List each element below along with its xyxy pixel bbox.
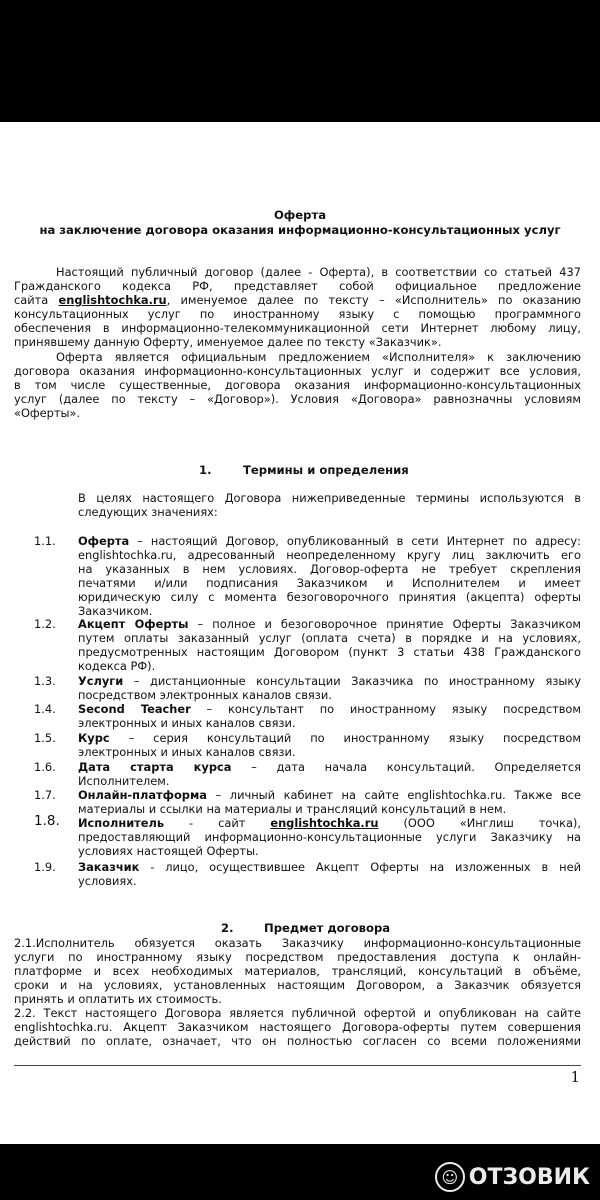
document-page: Оферта на заключение договора оказания информационно-консультационных услуг Настоящий публичный договор (далее - Оферта), в соответствии со статьей 437 Гражданского кодекса РФ, представляет собой официальное предложение сайта englishtochka.ru, именуемое далее по тексту – «Исполнитель» по оказанию консультационных услуг по иностранному языку с помощью программного обеспечения в информационно-телекоммуникационной сети Интернет любому лицу, принявшему данную Оферту, именуемое далее по тексту «Заказчик». Оферта является официальным предложением «Исполнителя» к заключению договора оказания информационно-консультационных услуг и содержит все условия, в том числе существенные, договора оказания информационно-консультационных услуг (далее по тексту – «Договор»). Условия «Договора» равнозначны условиям «Оферты». 1. Термины и определения В целях настоящего Договора нижеприведенные термины используются в следующих значениях: Оферта – настоящий Договор, опубликованный в сети Интернет по адресу: englishtochka.ru, адресованный неопределенному кругу лиц заключить его на указанных в нем условиях. Договор-оферта не требует скрепления печатями и/или подписания Заказчиком и Исполнителем и имеет юридическую силу с момента безоговорочного принятия (акцепта) оферты Заказчиком. Акцепт Оферты – полное и безоговорочное принятие Оферты Заказчиком путем оплаты заказанный услуг (оплата счета) в порядке и на условиях, предусмотренных настоящим Договором (пункт 3 статьи 438 Гражданского кодекса РФ). Услуги – дистанционные консультации Заказчика по иностранному языку посредством электронных каналов связи. Second Teacher – консультант по иностранному языку посредством электронных и иных каналов связи. Курс – серия консультаций по иностранному языку посредством электронных и иных каналов связи. Дата старта курса – дата начала консультаций. Определяется Исполнителем. Онлайн-платформа – личный кабинет на сайте englishtochka.ru. Также все материалы и ссылки на материалы и трансляций консультаций в нем. Исполнитель - сайт englishtochka.ru (ООО «Инглиш точка), предоставляющий информационно-консультационные услуги Заказчику на условиях настоящей Оферты. Заказчик - лицо, осуществившее Акцепт Оферты на изложенных в ней условиях. 2. Предмет договора 2.1.Исполнитель обязуется оказать Заказчику информационно-консультационные услуги по иностранному языку посредством предоставления доступа к онлайн- платформе и всех необходимых материалов, трансляций, консультаций в объёме, сроки и на условиях, установленных настоящим Договором, а Заказчик обязуется принять и оплатить их стоимость. 2.2. Текст настоящего Договора является публичной офертой и опубликован на сайте englishtochka.ru. Акцепт Заказчиком настоящего Договора-оферты путем совершения действий по оплате, означает, что он полностью согласен со всеми положениями 1 1.1. 1.2. 1.3. 1.4. 1.5. 1.6. 1.7. 1.8. 1.9.	[0, 122, 600, 1144]
section-2-line: действий по оплате, означает, что он полностью согласен со всеми положениями	[14, 1034, 581, 1048]
definition-number: 1.3.	[34, 674, 56, 688]
definition-item: Оферта – настоящий Договор, опубликованный в сети Интернет по адресу: englishtochka.ru, адресованный неопределенному кругу лиц заключить его на указанных в нем условиях. Договор-оферта не требует скрепления печатями и/или подписания Заказчиком и Исполнителем и имеет юридическую силу с момента безоговорочного принятия (акцепта) оферты Заказчиком.	[78, 534, 581, 618]
definition-item: Дата старта курса – дата начала консультаций. Определяется Исполнителем.	[78, 760, 581, 788]
definition-term: Second Teacher	[78, 702, 191, 716]
site-link[interactable]: englishtochka.ru	[58, 293, 167, 307]
definition-term: Заказчик	[78, 860, 140, 874]
definition-number: 1.8.	[34, 813, 60, 829]
definition-number: 1.9.	[34, 860, 56, 874]
definition-number: 1.5.	[34, 731, 56, 745]
definition-item: Онлайн-платформа – личный кабинет на сайте englishtochka.ru. Также все материалы и ссылки на материалы и трансляций консультаций в нем.	[78, 788, 581, 816]
section-1-heading: Термины и определения	[243, 463, 409, 477]
definition-number: 1.7.	[34, 788, 56, 802]
definition-item: Услуги – дистанционные консультации Заказчика по иностранному языку посредством электронных каналов связи.	[78, 674, 581, 702]
section-2-number: 2.	[221, 921, 234, 935]
document-subtitle: на заключение договора оказания информационно-консультационных услуг	[39, 223, 561, 237]
definition-item: Исполнитель - сайт englishtochka.ru (ООО «Инглиш точка), предоставляющий информационно-консультационные услуги Заказчику на условиях настоящей Оферты.	[78, 816, 581, 858]
definition-number: 1.4.	[34, 702, 56, 716]
section-2-line: 2.2. Текст настоящего Договора является публичной офертой и опубликован на сайте	[14, 1006, 581, 1020]
definition-term: Акцепт Оферты	[78, 617, 189, 631]
watermark-logo-icon: ☺	[435, 1162, 465, 1192]
section-2-line: englishtochka.ru. Акцепт Заказчиком настоящего Договора-оферты путем совершения	[14, 1020, 581, 1034]
section-1-lead: В целях настоящего Договора нижеприведенные термины используются в следующих значениях:	[78, 491, 581, 519]
section-2-heading: Предмет договора	[264, 921, 391, 935]
section-2-line: платформе и всех необходимых материалов, трансляций, консультаций в объёме,	[14, 964, 581, 978]
definition-number: 1.1.	[34, 534, 56, 548]
definition-term: Исполнитель	[78, 816, 165, 830]
definition-term: Услуги	[78, 674, 124, 688]
section-1-number: 1.	[199, 463, 212, 477]
section-2-line: сроки и на условиях, установленных настоящим Договором, а Заказчик обязуется	[14, 978, 581, 992]
definition-number: 1.6.	[34, 760, 56, 774]
definition-item: Заказчик - лицо, осуществившее Акцепт Оферты на изложенных в ней условиях.	[78, 860, 581, 888]
page-number: 1	[570, 1068, 580, 1086]
definition-term: Курс	[78, 731, 110, 745]
section-2-line: 2.1.Исполнитель обязуется оказать Заказчику информационно-консультационные	[14, 936, 581, 950]
definition-item: Курс – серия консультаций по иностранному языку посредством электронных и иных каналов связи.	[78, 731, 581, 759]
definition-item: Second Teacher – консультант по иностранному языку посредством электронных и иных каналов связи.	[78, 702, 581, 730]
definition-item: Акцепт Оферты – полное и безоговорочное принятие Оферты Заказчиком путем оплаты заказанный услуг (оплата счета) в порядке и на условиях, предусмотренных настоящим Договором (пункт 3 статьи 438 Гражданского кодекса РФ).	[78, 617, 582, 673]
definition-number: 1.2.	[34, 617, 56, 631]
section-2-line: принять и оплатить их стоимость.	[14, 992, 222, 1006]
definition-term: Дата старта курса	[78, 760, 232, 774]
footer-divider	[14, 1065, 581, 1066]
section-2-line: услуги по иностранному языку посредством предоставления доступа к онлайн-	[14, 950, 581, 964]
definition-term: Онлайн-платформа	[78, 788, 207, 802]
watermark: ☺ ОТЗОВИК	[435, 1162, 590, 1192]
document-title: Оферта	[273, 208, 327, 222]
site-link[interactable]: englishtochka.ru	[270, 816, 379, 830]
definition-term: Оферта	[78, 534, 130, 548]
